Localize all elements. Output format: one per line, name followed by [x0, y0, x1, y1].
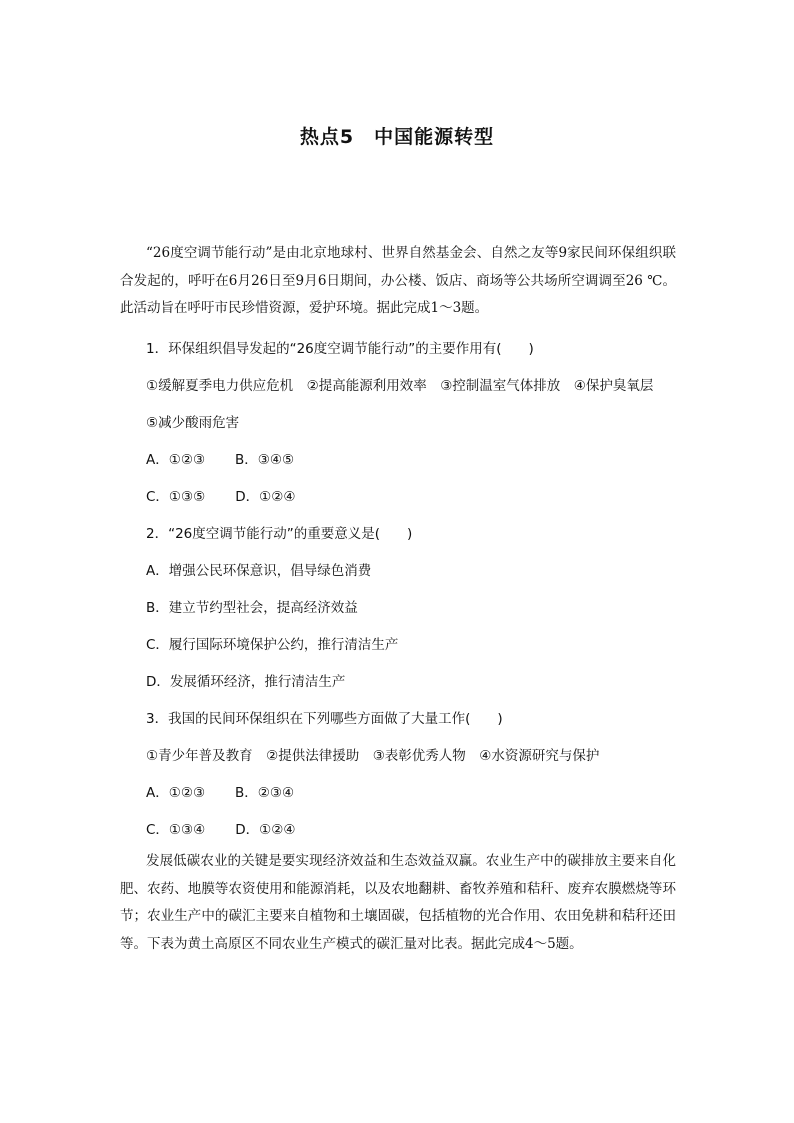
- reading-passage-2: 发展低碳农业的关键是要实现经济效益和生态效益双赢。农业生产中的碳排放主要来自化肥、农药、地膜等农资使用和能源消耗，以及农地翻耕、畜牧养殖和秸秆、废弃农膜燃烧等环节；农业生产中的碳汇主要来自植物和土壤固碳，包括植物的光合作用、农田免耕和秸秆还田等。下表为黄土高原区不同农业生产模式的碳汇量对比表。据此完成4～5题。: [120, 853, 676, 952]
- question-3-option-c: C．①③④: [146, 822, 206, 838]
- question-1-option-a: A．①②③: [146, 452, 206, 468]
- question-3-option-a: A．①②③: [146, 785, 206, 801]
- page-title: 热点5 中国能源转型: [299, 126, 495, 148]
- reading-passage-1: “26度空调节能行动”是由北京地球村、世界自然基金会、自然之友等9家民间环保组织联合发起的，呼吁在6月26日至9月6日期间，办公楼、饭店、商场等公共场所空调调至26 ℃。此活动旨在呼吁市民珍惜资源，爱护环境。据此完成1～3题。: [120, 245, 676, 316]
- question-3-option-b: B．②③④: [235, 785, 295, 801]
- question-1-items-line-1: ①缓解夏季电力供应危机 ②提高能源利用效率 ③控制温室气体排放 ④保护臭氧层: [146, 378, 654, 394]
- question-2-option-d: D．发展循环经济，推行清洁生产: [146, 674, 346, 690]
- question-2-option-c: C．履行国际环境保护公约，推行清洁生产: [146, 637, 399, 653]
- question-3-options-row-2: [146, 818, 295, 838]
- question-1-stem: 1．环保组织倡导发起的“26度空调节能行动”的主要作用有( ): [146, 341, 534, 357]
- question-2-stem: 2．“26度空调节能行动”的重要意义是( ): [146, 526, 413, 542]
- question-1-option-b: B．③④⑤: [235, 452, 295, 468]
- question-3-items-line-1: ①青少年普及教育 ②提供法律援助 ③表彰优秀人物 ④水资源研究与保护: [146, 748, 600, 764]
- question-1-items-line-2: ⑤减少酸雨危害: [146, 415, 240, 431]
- question-1-option-c: C．①③⑤: [146, 489, 206, 505]
- question-3-options-row-1: [146, 781, 294, 801]
- question-1-option-d: D．①②④: [235, 489, 296, 505]
- question-3-stem: 3．我国的民间环保组织在下列哪些方面做了大量工作( ): [146, 711, 503, 727]
- question-1-options-row-1: [146, 448, 294, 468]
- question-3-option-d: D．①②④: [235, 822, 296, 838]
- question-2-option-a: A．增强公民环保意识，倡导绿色消费: [146, 563, 372, 579]
- question-2-option-b: B．建立节约型社会，提高经济效益: [146, 600, 358, 616]
- question-1-options-row-2: [146, 485, 295, 505]
